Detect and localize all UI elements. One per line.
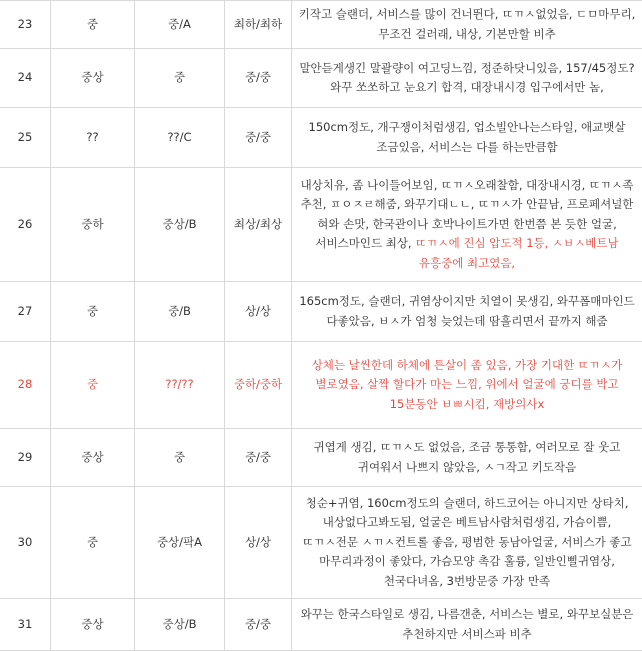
description-text: 키작고 슬랜더, 서비스를 많이 건너뛴다, ㄸㄲㅅ없었음, ㄷㅁ마무리, 무조건 걸러래, 내상, 기본만할 비추 xyxy=(299,7,636,41)
table-row xyxy=(0,168,642,282)
cell-rating-3: 최하/최하 xyxy=(225,1,292,49)
row-number: 25 xyxy=(0,108,51,168)
cell-rating-1: 중 xyxy=(51,487,135,599)
table-row xyxy=(0,487,642,599)
row-number: 24 xyxy=(0,49,51,108)
description-text: 귀엽게 생김, ㄸㄲㅅ도 없었음, 조금 통통함, 여러모로 잘 웃고 귀여워서 나쁘지 않았음, ㅅㄱ작고 키도작음 xyxy=(314,440,621,474)
cell-rating-1: 중 xyxy=(51,282,135,342)
cell-description xyxy=(292,108,642,168)
cell-rating-2: ??/C xyxy=(135,108,225,168)
description-text: 165cm정도, 슬랜더, 귀염상이지만 치열이 못생김, 와꾸폼매마인드 다좋았음, ㅂㅅ가 엄청 늦었는데 땀흘리면서 끝까지 해줌 xyxy=(299,294,634,328)
cell-rating-1: 중상 xyxy=(51,429,135,487)
cell-description xyxy=(292,282,642,342)
cell-description xyxy=(292,168,642,282)
cell-rating-3: 중/중 xyxy=(225,429,292,487)
cell-description xyxy=(292,342,642,429)
table-row-highlighted xyxy=(0,342,642,429)
cell-rating-2: ??/?? xyxy=(135,342,225,429)
row-number: 31 xyxy=(0,599,51,651)
cell-rating-3: 중/중 xyxy=(225,108,292,168)
cell-rating-2: 중/A xyxy=(135,1,225,49)
cell-rating-1: 중 xyxy=(51,342,135,429)
row-number: 23 xyxy=(0,1,51,49)
cell-rating-2: 중 xyxy=(135,49,225,108)
cell-rating-2: 중상/B xyxy=(135,599,225,651)
description-text: 상체는 날씬한데 하체에 튼살이 좀 있음, 가장 기대한 ㄸㄲㅅ가 별로였음, 살짝 할다가 마는 느낌, 위에서 얼굴에 궁디를 박고 15분동안 ㅂㅃ시킴, 재방의사x xyxy=(312,358,623,411)
cell-description xyxy=(292,429,642,487)
row-number: 28 xyxy=(0,342,51,429)
cell-rating-2: 중/B xyxy=(135,282,225,342)
description-text: 말안듣게생긴 말괄량이 여고딩느낌, 정준하닷니있음, 157/45정도? 와꾸 쏘쏘하고 눈요기 합격, 대장내시경 입구에서만 놈, xyxy=(299,61,634,95)
cell-rating-3: 중/중 xyxy=(225,49,292,108)
row-number: 29 xyxy=(0,429,51,487)
description-text: 청순+귀염, 160cm정도의 슬랜더, 하드코어는 아니지만 상타치, 내상없다고봐도됨, 얼굴은 베트남사람처럼생김, 가슴이쁨, ㄸㄲㅅ전문 ㅅㄲㅅ컨트롤 좋음, 평범한 동남아얼굴, 서비스가 좋고 마무리과정이 좋았다, 가슴모양 촉감 훌륭, 일반인삘귀염상, 천국다녀옴, 3번방문중 가장 만족 xyxy=(302,496,631,588)
cell-rating-3: 중/중 xyxy=(225,599,292,651)
description-highlight: ㄸㄲㅅ에 진심 압도적 1등, ㅅㅂㅅ베트남 유흥중에 최고였음, xyxy=(415,236,618,270)
cell-rating-2: 중 xyxy=(135,429,225,487)
description-text: 와꾸는 한국스타일로 생김, 나름갠춘, 서비스는 별로, 와꾸보실분은 추천하지만 서비스파 비추 xyxy=(301,607,634,641)
cell-rating-1: 중상 xyxy=(51,49,135,108)
table-row xyxy=(0,282,642,342)
cell-rating-3: 상/상 xyxy=(225,487,292,599)
row-number: 26 xyxy=(0,168,51,282)
cell-rating-1: 중 xyxy=(51,1,135,49)
cell-rating-2: 중상/B xyxy=(135,168,225,282)
cell-rating-3: 상/상 xyxy=(225,282,292,342)
table-row xyxy=(0,108,642,168)
row-number: 27 xyxy=(0,282,51,342)
cell-rating-3: 최상/최상 xyxy=(225,168,292,282)
table-row xyxy=(0,49,642,108)
row-number: 30 xyxy=(0,487,51,599)
cell-rating-2: 중상/팍A xyxy=(135,487,225,599)
cell-description xyxy=(292,599,642,651)
description-text: 내상치유, 좀 나이들어보임, ㄸㄲㅅ오래찰함, 대장내시경, ㄸㄲㅅ족 추천, ㅍㅇㅈㄹ해줌, 와꾸기대ㄴㄴ, ㄸㄲㅅ가 안끝남, 프로페셔널한 혀와 손맛, 한국관이나 호박나이트가면 한번쯤 본 듯한 얼굴, 서비스마인드 최상, xyxy=(301,178,634,251)
cell-rating-1: 중하 xyxy=(51,168,135,282)
table-row xyxy=(0,429,642,487)
cell-rating-3: 중하/중하 xyxy=(225,342,292,429)
description-text: 150cm정도, 개구쟁이처럼생김, 업소빌안나는스타일, 애교뱃살 조금있음, 서비스는 다를 하는만큼함 xyxy=(309,120,626,154)
cell-description xyxy=(292,49,642,108)
cell-description xyxy=(292,487,642,599)
cell-rating-1: 중상 xyxy=(51,599,135,651)
table-row xyxy=(0,599,642,651)
table-row xyxy=(0,1,642,49)
cell-description xyxy=(292,1,642,49)
cell-rating-1: ?? xyxy=(51,108,135,168)
